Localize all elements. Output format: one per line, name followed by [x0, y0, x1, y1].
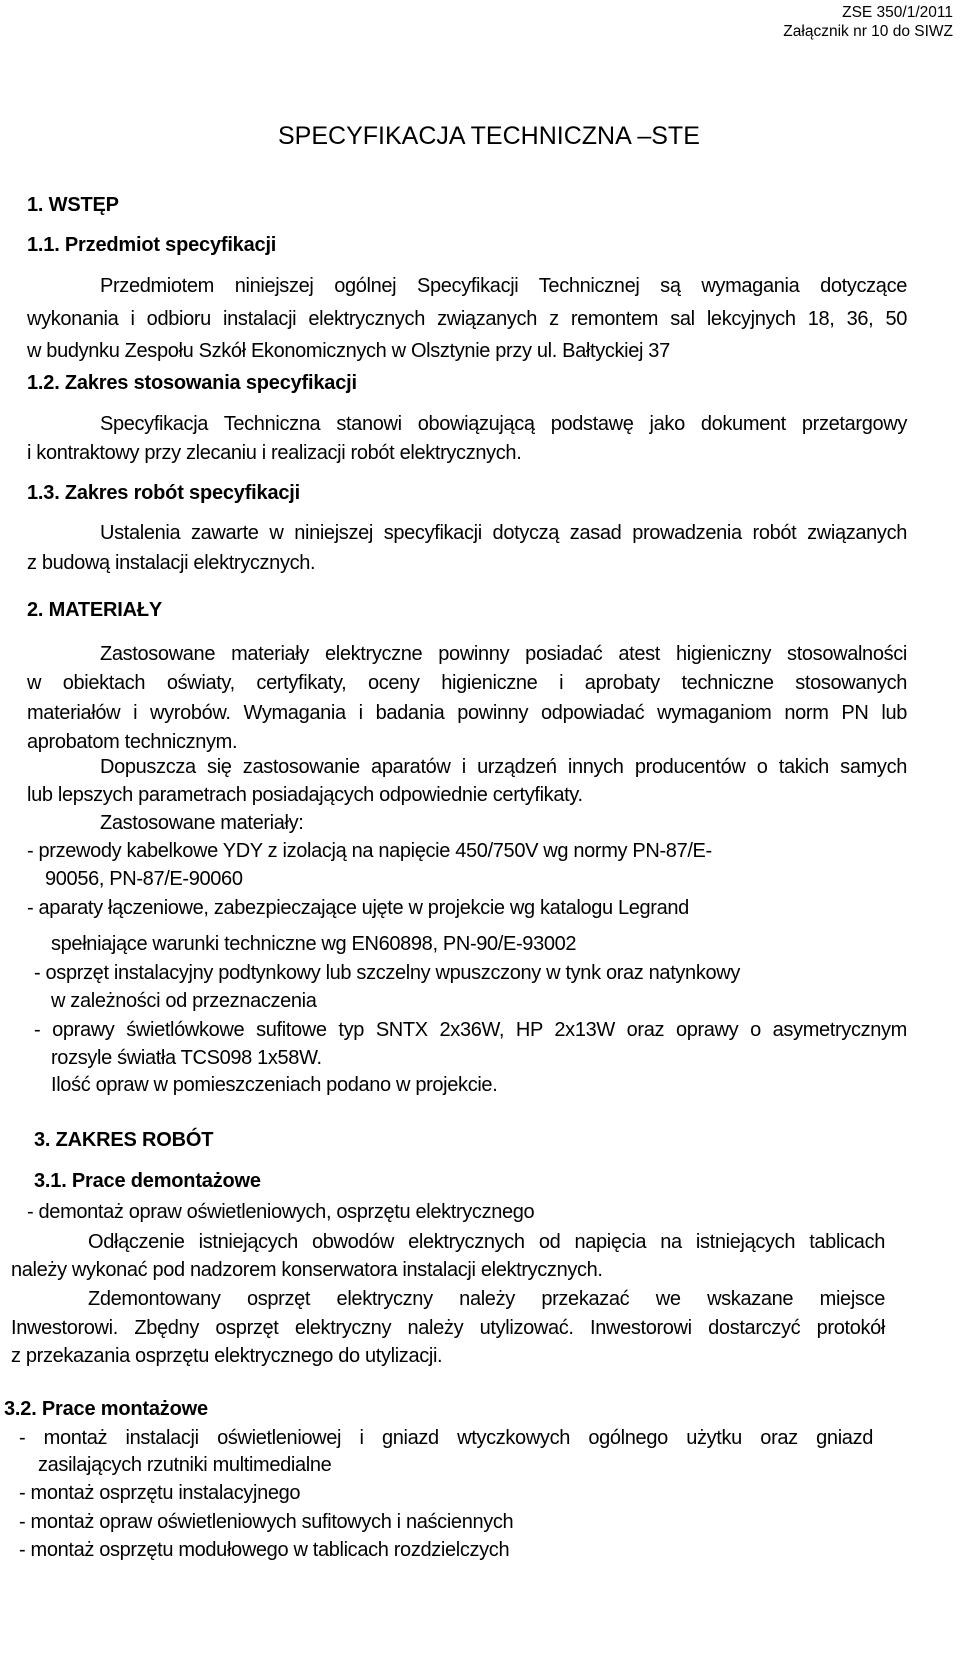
list-item-continuation: 90056, PN-87/E-90060	[45, 868, 243, 890]
section-2-heading: 2. MATERIAŁY	[27, 599, 163, 621]
paragraph-line: lub lepszych parametrach posiadających odpowiednie certyfikaty.	[27, 784, 583, 806]
paragraph-line: Inwestorowi. Zbędny osprzęt elektryczny należy utylizować. Inwestorowi dostarczyć protokół	[11, 1317, 885, 1339]
list-item: - montaż osprzętu instalacyjnego	[19, 1482, 301, 1504]
paragraph-line: Odłączenie istniejących obwodów elektrycznych od napięcia na istniejących tablicach	[88, 1231, 885, 1253]
paragraph-line: i kontraktowy przy zlecaniu i realizacji robót elektrycznych.	[27, 442, 522, 464]
list-item: - montaż osprzętu modułowego w tablicach rozdzielczych	[19, 1539, 510, 1561]
section-1-3-heading: 1.3. Zakres robót specyfikacji	[27, 482, 301, 504]
paragraph-line: wykonania i odbioru instalacji elektrycznych związanych z remontem sal lekcyjnych 18, 36, 50	[27, 308, 907, 330]
paragraph-line: w obiektach oświaty, certyfikaty, oceny higieniczne i aprobaty techniczne stosowanych	[27, 672, 907, 694]
list-item-continuation: zasilających rzutniki multimedialne	[38, 1454, 332, 1476]
paragraph-line: Zastosowane materiały elektryczne powinny posiadać atest higieniczny stosowalności	[100, 643, 907, 665]
section-1-2-heading: 1.2. Zakres stosowania specyfikacji	[27, 372, 357, 394]
list-item: - demontaż opraw oświetleniowych, osprzętu elektrycznego	[27, 1201, 535, 1223]
list-item: - przewody kabelkowe YDY z izolacją na napięcie 450/750V wg normy PN-87/E-	[27, 840, 712, 862]
list-item-continuation: spełniające warunki techniczne wg EN60898, PN-90/E-93002	[51, 933, 577, 955]
paragraph-line: Specyfikacja Techniczna stanowi obowiązującą podstawę jako dokument przetargowy	[100, 413, 907, 435]
paragraph-line: w budynku Zespołu Szkół Ekonomicznych w Olsztynie przy ul. Bałtyckiej 37	[27, 340, 670, 362]
paragraph-line: materiałów i wyrobów. Wymagania i badania powinny odpowiadać wymaganiom norm PN lub	[27, 702, 907, 724]
section-1-1-heading: 1.1. Przedmiot specyfikacji	[27, 234, 277, 256]
paragraph-line: Zdemontowany osprzęt elektryczny należy przekazać we wskazane miejsce	[88, 1288, 885, 1310]
list-item: - osprzęt instalacyjny podtynkowy lub szczelny wpuszczony w tynk oraz natynkowy	[34, 962, 740, 984]
section-1-heading: 1. WSTĘP	[27, 194, 119, 216]
paragraph-line: aprobatom technicznym.	[27, 731, 238, 753]
section-3-1-heading: 3.1. Prace demontażowe	[34, 1170, 261, 1192]
paragraph-line: Zastosowane materiały:	[100, 812, 304, 834]
paragraph-line: Przedmiotem niniejszej ogólnej Specyfikacji Technicznej są wymagania dotyczące	[100, 275, 907, 297]
list-item: - oprawy świetlówkowe sufitowe typ SNTX 2x36W, HP 2x13W oraz oprawy o asymetrycznym	[34, 1019, 907, 1041]
list-item: - montaż opraw oświetleniowych sufitowych i naściennych	[19, 1511, 514, 1533]
paragraph-line: Ustalenia zawarte w niniejszej specyfikacji dotyczą zasad prowadzenia robót związanych	[100, 522, 907, 544]
document-title: SPECYFIKACJA TECHNICZNA –STE	[278, 122, 700, 150]
list-item-continuation: rozsyle światła TCS098 1x58W.	[51, 1047, 322, 1069]
list-item: - aparaty łączeniowe, zabezpieczające ujęte w projekcie wg katalogu Legrand	[27, 897, 689, 919]
list-item-continuation: w zależności od przeznaczenia	[51, 990, 317, 1012]
list-item: - montaż instalacji oświetleniowej i gniazd wtyczkowych ogólnego użytku oraz gniazd	[19, 1427, 873, 1449]
section-3-2-heading: 3.2. Prace montażowe	[4, 1398, 208, 1420]
document-reference: ZSE 350/1/2011	[842, 4, 953, 21]
paragraph-line: należy wykonać pod nadzorem konserwatora instalacji elektrycznych.	[11, 1259, 603, 1281]
paragraph-line: z przekazania osprzętu elektrycznego do utylizacji.	[11, 1345, 443, 1367]
paragraph-line: Ilość opraw w pomieszczeniach podano w projekcie.	[51, 1074, 498, 1096]
paragraph-line: z budową instalacji elektrycznych.	[27, 552, 316, 574]
paragraph-line: Dopuszcza się zastosowanie aparatów i urządzeń innych producentów o takich samych	[100, 756, 907, 778]
attachment-label: Załącznik nr 10 do SIWZ	[783, 23, 953, 40]
section-3-heading: 3. ZAKRES ROBÓT	[34, 1129, 214, 1151]
